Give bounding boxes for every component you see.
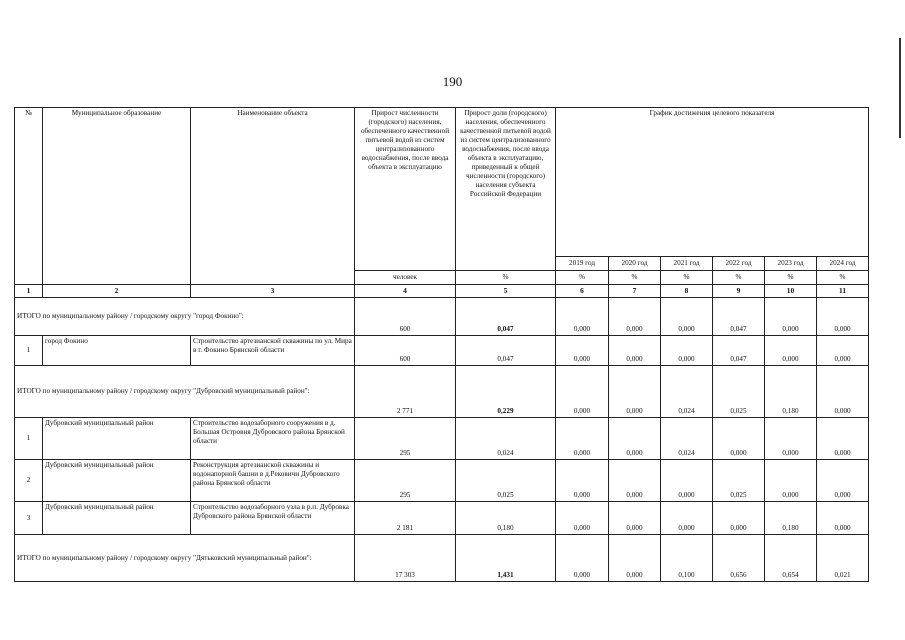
year-2020: 2020 год xyxy=(609,257,661,271)
year-value: 0,000 xyxy=(556,298,609,336)
year-value: 0,000 xyxy=(713,418,765,460)
share-value: 0,047 xyxy=(456,336,556,366)
year-value: 0,000 xyxy=(661,502,713,535)
header-object: Наименование объекта xyxy=(191,108,355,285)
year-value: 0,000 xyxy=(661,298,713,336)
table-row xyxy=(15,502,869,535)
unit-percent: % xyxy=(661,271,713,285)
share-value: 1,431 xyxy=(456,535,556,582)
year-value: 0,000 xyxy=(765,460,817,502)
column-number: 6 xyxy=(556,285,609,298)
column-number: 3 xyxy=(191,285,355,298)
unit-percent: % xyxy=(713,271,765,285)
unit-percent: % xyxy=(456,271,556,285)
municipality-cell: город Фокино xyxy=(43,336,191,366)
year-value: 0,000 xyxy=(817,298,869,336)
year-value: 0,000 xyxy=(765,336,817,366)
year-value: 0,000 xyxy=(556,418,609,460)
share-value: 0,229 xyxy=(456,366,556,418)
row-number: 3 xyxy=(15,502,43,535)
table-row xyxy=(15,460,869,502)
row-number: 2 xyxy=(15,460,43,502)
total-label: ИТОГО по муниципальному району / городскому округу "Дятьковский муниципальный район": xyxy=(15,535,355,582)
year-value: 0,000 xyxy=(556,460,609,502)
year-value: 0,000 xyxy=(817,418,869,460)
year-value: 0,100 xyxy=(661,535,713,582)
year-value: 0,654 xyxy=(765,535,817,582)
object-cell: Строительство водозаборного узла в р.п. Дубровка Дубровского района Брянской области xyxy=(191,502,355,535)
year-value: 0,000 xyxy=(556,366,609,418)
unit-percent: % xyxy=(609,271,661,285)
unit-percent: % xyxy=(817,271,869,285)
year-value: 0,000 xyxy=(661,336,713,366)
unit-people: человек xyxy=(355,271,456,285)
year-value: 0,000 xyxy=(609,418,661,460)
header-share-increase: Прирост доли (городского) населения, обеспеченного качественной питьевой водой из систем централизованного водоснабжения, после ввода объекта в эксплуатацию, приведенный к общей численности (городского) населения субъекта Российской Федерации xyxy=(456,108,556,271)
column-number: 8 xyxy=(661,285,713,298)
share-value: 0,047 xyxy=(456,298,556,336)
target-indicator-table xyxy=(14,107,869,582)
object-cell: Строительство водозаборного сооружения в д. Большая Островня Дубровского района Брянской области xyxy=(191,418,355,460)
year-value: 0,000 xyxy=(556,336,609,366)
share-value: 0,025 xyxy=(456,460,556,502)
year-2022: 2022 год xyxy=(713,257,765,271)
year-value: 0,000 xyxy=(817,502,869,535)
year-value: 0,000 xyxy=(817,460,869,502)
year-value: 0,000 xyxy=(765,298,817,336)
total-label: ИТОГО по муниципальному району / городскому округу "город Фокино": xyxy=(15,298,355,336)
column-number: 7 xyxy=(609,285,661,298)
year-value: 0,000 xyxy=(817,336,869,366)
year-value: 0,000 xyxy=(556,502,609,535)
object-cell: Реконструкция артезианской скважины и водонапорной башни в д.Рековичи Дубровского района Брянской области xyxy=(191,460,355,502)
year-value: 0,000 xyxy=(609,366,661,418)
year-2024: 2024 год xyxy=(817,257,869,271)
column-number: 9 xyxy=(713,285,765,298)
year-value: 0,180 xyxy=(765,366,817,418)
year-2023: 2023 год xyxy=(765,257,817,271)
table-row-total xyxy=(15,366,869,418)
column-number: 1 xyxy=(15,285,43,298)
table-row-total xyxy=(15,298,869,336)
year-2021: 2021 год xyxy=(661,257,713,271)
year-value: 0,000 xyxy=(817,366,869,418)
year-value: 0,000 xyxy=(609,535,661,582)
population-value: 600 xyxy=(355,298,456,336)
object-cell: Строительство артезианской скважины по ул. Мира в г. Фокино Брянской области xyxy=(191,336,355,366)
year-value: 0,021 xyxy=(817,535,869,582)
column-number: 10 xyxy=(765,285,817,298)
year-value: 0,656 xyxy=(713,535,765,582)
population-value: 2 771 xyxy=(355,366,456,418)
table-row-total xyxy=(15,535,869,582)
municipality-cell: Дубровский муниципальный район xyxy=(43,502,191,535)
population-value: 295 xyxy=(355,418,456,460)
year-value: 0,024 xyxy=(661,366,713,418)
year-value: 0,025 xyxy=(713,460,765,502)
population-value: 600 xyxy=(355,336,456,366)
year-value: 0,000 xyxy=(661,460,713,502)
header-municipality: Муниципальное образование xyxy=(43,108,191,285)
header-schedule: График достижения целевого показателя xyxy=(556,108,869,257)
table-row xyxy=(15,336,869,366)
share-value: 0,024 xyxy=(456,418,556,460)
year-value: 0,047 xyxy=(713,298,765,336)
population-value: 295 xyxy=(355,460,456,502)
year-value: 0,047 xyxy=(713,336,765,366)
table-row xyxy=(15,418,869,460)
page-edge-mark xyxy=(899,38,901,138)
row-number: 1 xyxy=(15,418,43,460)
unit-percent: % xyxy=(556,271,609,285)
share-value: 0,180 xyxy=(456,502,556,535)
header-no: № xyxy=(15,108,43,285)
column-number: 5 xyxy=(456,285,556,298)
year-value: 0,000 xyxy=(609,298,661,336)
year-2019: 2019 год xyxy=(556,257,609,271)
header-population-increase: Прирост численности (городского) населения, обеспеченного качественной питьевой водой из систем централизованного водоснабжения, после ввода объекта в эксплуатацию xyxy=(355,108,456,271)
row-number: 1 xyxy=(15,336,43,366)
page-number: 190 xyxy=(442,74,463,89)
unit-percent: % xyxy=(765,271,817,285)
municipality-cell: Дубровский муниципальный район xyxy=(43,460,191,502)
year-value: 0,000 xyxy=(609,460,661,502)
year-value: 0,024 xyxy=(661,418,713,460)
year-value: 0,025 xyxy=(713,366,765,418)
municipality-cell: Дубровский муниципальный район xyxy=(43,418,191,460)
year-value: 0,000 xyxy=(556,535,609,582)
year-value: 0,000 xyxy=(609,502,661,535)
year-value: 0,000 xyxy=(609,336,661,366)
column-number: 11 xyxy=(817,285,869,298)
year-value: 0,000 xyxy=(713,502,765,535)
year-value: 0,180 xyxy=(765,502,817,535)
population-value: 17 303 xyxy=(355,535,456,582)
column-number: 2 xyxy=(43,285,191,298)
column-number: 4 xyxy=(355,285,456,298)
population-value: 2 181 xyxy=(355,502,456,535)
total-label: ИТОГО по муниципальному району / городскому округу "Дубровский муниципальный район": xyxy=(15,366,355,418)
year-value: 0,000 xyxy=(765,418,817,460)
